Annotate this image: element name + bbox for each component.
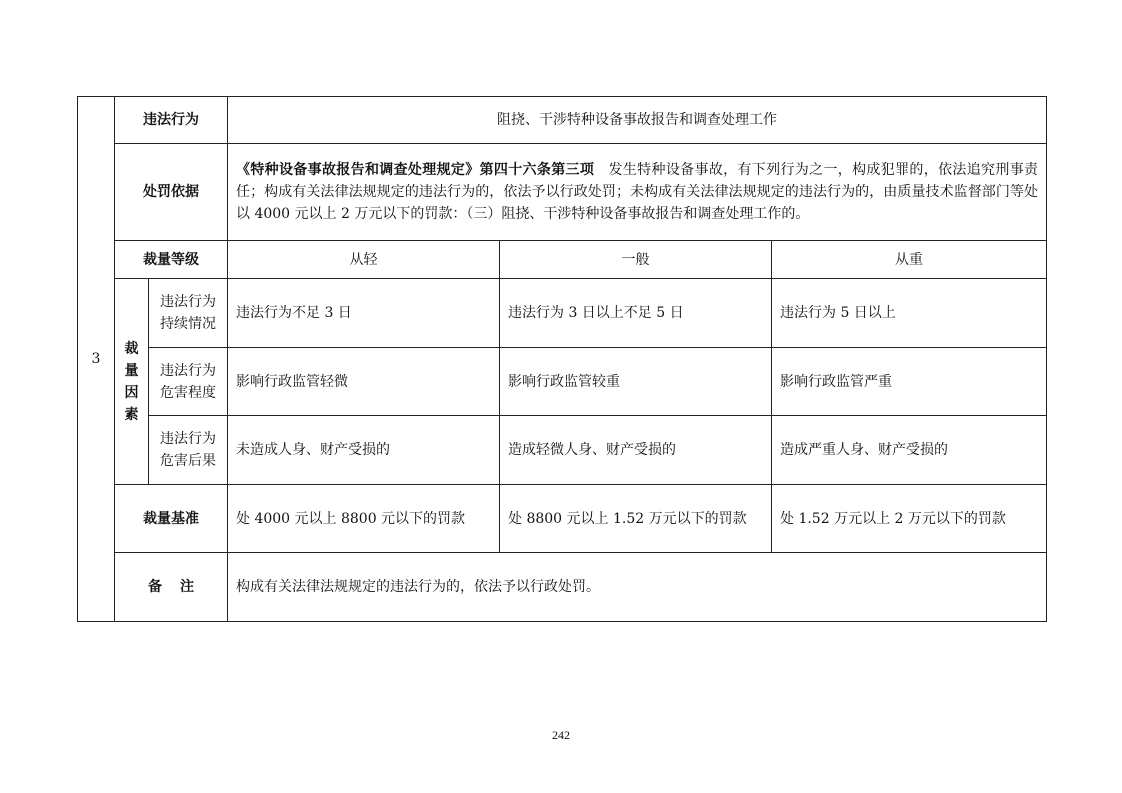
penalty-basis-row (78, 144, 1047, 241)
illegal-act-value: 阻挠、干涉特种设备事故报告和调查处理工作 (228, 97, 1047, 144)
factor-normal: 违法行为 3 日以上不足 5 日 (500, 279, 772, 348)
factor-name-line: 危害后果 (160, 453, 216, 469)
standard-heavy: 处 1.52 万元以上 2 万元以下的罚款 (772, 485, 1047, 553)
levels-label: 裁量等级 (115, 241, 228, 279)
factor-row (78, 348, 1047, 416)
factor-name-line: 违法行为 (160, 362, 216, 379)
levels-row (78, 241, 1047, 279)
factor-name-line: 违法行为 (160, 294, 216, 310)
regulation-title: 《特种设备事故报告和调查处理规定》第四十六条第三项 (236, 162, 595, 178)
regulation-text: 发生特种设备事故，有下列行为之一，构成犯罪的，依法追究刑事责任；构成有关法律法规规定的违法行为的，依法予以行政处罚；未构成有关法律法规规定的违法行为的，由质量技术监督部门等处以 4000 元以上 2 万元以下的罚款：（三）阻挠、干涉特种设备事故报告和调查处理工作的。 (236, 162, 1039, 222)
remark-label-cell (115, 553, 228, 622)
factor-name (149, 348, 228, 416)
factors-label-char: 素 (124, 406, 139, 423)
penalty-discretion-table (77, 96, 1047, 622)
level-light: 从轻 (228, 241, 500, 279)
factor-light: 影响行政监管轻微 (228, 348, 500, 416)
factor-name (149, 279, 228, 348)
factors-label-char: 因 (124, 384, 139, 401)
penalty-basis-label: 处罚依据 (115, 144, 228, 241)
standard-row (78, 485, 1047, 553)
illegal-act-label: 违法行为 (115, 97, 228, 144)
factor-name-line: 危害程度 (160, 384, 216, 401)
factor-name-line: 违法行为 (160, 431, 216, 447)
factor-normal: 造成轻微人身、财产受损的 (500, 416, 772, 485)
factor-heavy: 影响行政监管严重 (772, 348, 1047, 416)
factor-name (149, 416, 228, 485)
remark-row (78, 553, 1047, 622)
factors-label (115, 279, 149, 485)
factors-label-char: 量 (124, 362, 139, 379)
standard-light: 处 4000 元以上 8800 元以下的罚款 (228, 485, 500, 553)
penalty-basis-content (228, 144, 1047, 241)
remark-label: 备注 (148, 579, 212, 595)
page-number: 242 (552, 728, 570, 742)
factor-normal: 影响行政监管较重 (500, 348, 772, 416)
standard-normal: 处 8800 元以上 1.52 万元以下的罚款 (500, 485, 772, 553)
factor-name-line: 持续情况 (160, 316, 216, 332)
illegal-act-row (78, 97, 1047, 144)
level-normal: 一般 (500, 241, 772, 279)
factor-row (78, 416, 1047, 485)
standard-label: 裁量基准 (115, 485, 228, 553)
factor-light: 违法行为不足 3 日 (228, 279, 500, 348)
factor-light: 未造成人身、财产受损的 (228, 416, 500, 485)
remark-text: 构成有关法律法规规定的违法行为的，依法予以行政处罚。 (228, 553, 1047, 622)
factors-label-char: 裁 (124, 340, 139, 357)
factor-heavy: 违法行为 5 日以上 (772, 279, 1047, 348)
row-number: 3 (78, 97, 115, 622)
factor-heavy: 造成严重人身、财产受损的 (772, 416, 1047, 485)
level-heavy: 从重 (772, 241, 1047, 279)
factor-row (78, 279, 1047, 348)
